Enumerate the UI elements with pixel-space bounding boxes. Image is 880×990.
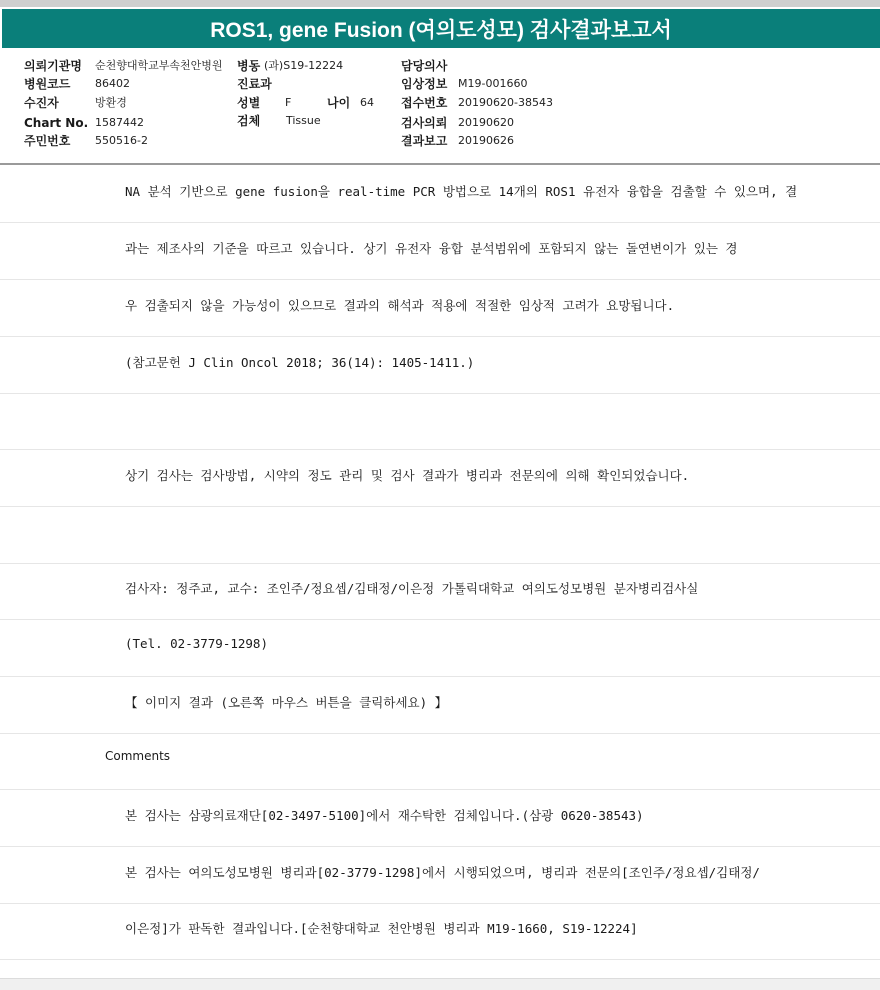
physician-label: 담당의사 xyxy=(401,59,448,73)
report-line-text: NA 분석 기반으로 gene fusion을 real-time PCR 방법으로 14개의 ROS1 유전자 융합을 검출할 수 있으며, 결 xyxy=(125,184,798,199)
report-line xyxy=(0,337,880,394)
report-title: ROS1, gene Fusion (여의도성모) 검사결과보고서 xyxy=(2,9,880,48)
age-value: 64 xyxy=(360,96,374,109)
image-result-row[interactable] xyxy=(0,677,880,734)
report-line-text: (참고문헌 J Clin Oncol 2018; 36(14): 1405-1411.) xyxy=(125,355,475,370)
report-line-text: 우 검출되지 않을 가능성이 있으므로 결과의 해석과 적용에 적절한 임상적 고려가 요망됩니다. xyxy=(125,298,675,313)
test-request-label: 검사의뢰 xyxy=(401,116,448,130)
resident-no-value: 550516-2 xyxy=(95,134,148,147)
clinical-info-value: M19-001660 xyxy=(458,77,528,90)
report-line-text: 상기 검사는 검사방법, 시약의 정도 관리 및 검사 결과가 병리과 전문의에 의해 확인되었습니다. xyxy=(125,468,690,483)
department-label: 진료과 xyxy=(237,77,272,91)
ward-value: (과)S19-12224 xyxy=(264,59,344,72)
ward-label: 병동 xyxy=(237,59,261,73)
specimen-label: 검체 xyxy=(237,114,261,128)
report-line xyxy=(0,903,880,960)
report-line-text: 본 검사는 삼광의료재단[02-3497-5100]에서 재수탁한 검체입니다.(삼광 0620-38543) xyxy=(125,808,644,823)
chart-no-value: 1587442 xyxy=(95,116,144,129)
report-line-text: (Tel. 02-3779-1298) xyxy=(125,636,268,651)
test-request-value: 20190620 xyxy=(458,116,514,129)
receipt-no-value: 20190620-38543 xyxy=(458,96,553,109)
report-line-text: 검사자: 정주교, 교수: 조인주/정요셉/김태정/이은정 가톨릭대학교 여의도성모병원 분자병리검사실 xyxy=(125,581,699,596)
report-line-blank xyxy=(0,393,880,450)
sex-label: 성별 xyxy=(237,96,261,110)
report-line xyxy=(0,450,880,507)
specimen-value: Tissue xyxy=(286,114,321,127)
result-report-label: 결과보고 xyxy=(401,134,448,148)
patient-value: 방환경 xyxy=(95,96,127,109)
report-line-text: 과는 제조사의 기준을 따르고 있습니다. 상기 유전자 융합 분석범위에 포함되지 않는 돌연변이가 있는 경 xyxy=(125,241,738,256)
result-report-value: 20190626 xyxy=(458,134,514,147)
report-line xyxy=(0,166,880,223)
hospital-code-label: 병원코드 xyxy=(24,77,71,91)
requesting-institution-value: 순천향대학교부속천안병원 xyxy=(95,59,223,72)
horizontal-scrollbar[interactable] xyxy=(0,978,880,990)
comments-header-row xyxy=(0,733,880,790)
patient-label: 수진자 xyxy=(24,96,59,110)
receipt-no-label: 접수번호 xyxy=(401,96,448,110)
requesting-institution-label: 의뢰기관명 xyxy=(24,59,82,73)
comments-heading: Comments xyxy=(105,749,171,763)
report-line xyxy=(0,790,880,847)
report-line-text: 이은정]가 판독한 결과입니다.[순천향대학교 천안병원 병리과 M19-1660, S19-12224] xyxy=(125,921,638,936)
patient-info-panel xyxy=(0,52,880,165)
report-line-text: 본 검사는 여의도성모병원 병리과[02-3779-1298]에서 시행되었으며, 병리과 전문의[조인주/정요셉/김태정/ xyxy=(125,865,760,880)
report-line xyxy=(0,847,880,904)
report-line xyxy=(0,620,880,677)
clinical-info-label: 임상정보 xyxy=(401,77,448,91)
report-line xyxy=(0,280,880,337)
report-line xyxy=(0,563,880,620)
report-line xyxy=(0,223,880,280)
resident-no-label: 주민번호 xyxy=(24,134,71,148)
sex-value: F xyxy=(285,96,292,109)
report-body[interactable] xyxy=(0,166,880,978)
age-label: 나이 xyxy=(327,96,351,110)
chart-no-label: Chart No. xyxy=(24,116,89,130)
report-line-blank xyxy=(0,507,880,564)
hospital-code-value: 86402 xyxy=(95,77,130,90)
image-result-link[interactable]: 【 이미지 결과 (오른쪽 마우스 버튼을 클릭하세요) 】 xyxy=(125,695,448,710)
report-title-bar xyxy=(0,0,880,56)
